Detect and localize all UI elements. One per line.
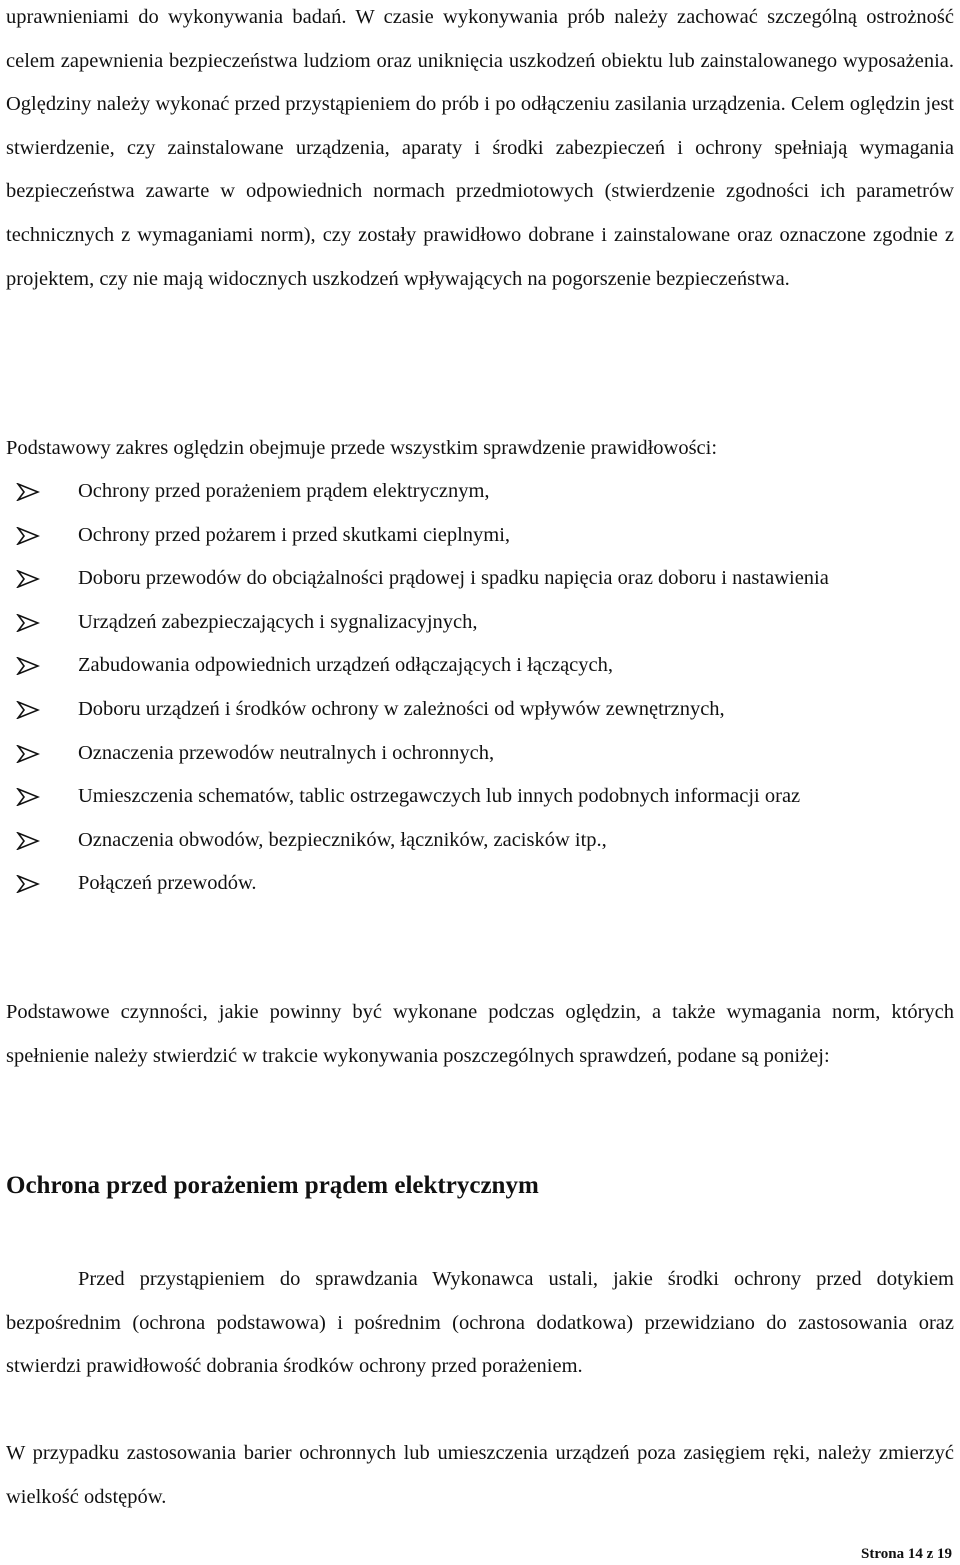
list-item [6, 601, 954, 645]
paragraph-protection-check: Przed przystąpieniem do sprawdzania Wykonawca ustali, jakie środki ochrony przed dotykiem bezpośrednim (ochrona podstawowa) i pośrednim (ochrona dodatkowa) przewidziano do zastosowania oraz stwierdzi prawidłowość dobrania środków ochrony przed porażeniem. [6, 1268, 954, 1378]
list-item-text: Umieszczenia schematów, tablic ostrzegawczych lub innych podobnych informacji oraz [78, 785, 801, 808]
section-heading: Ochrona przed porażeniem prądem elektrycznym [6, 1172, 539, 1199]
list-item-text: Urządzeń zabezpieczających i sygnalizacyjnych, [78, 610, 478, 633]
list-item [6, 819, 954, 863]
inspection-scope-list [6, 470, 954, 906]
arrowhead-bullet-icon [16, 701, 40, 719]
list-item-text: Oznaczenia obwodów, bezpieczników, łączników, zacisków itp., [78, 828, 607, 851]
list-item [6, 775, 954, 819]
arrowhead-bullet-icon [16, 614, 40, 632]
list-item-text: Ochrony przed porażeniem prądem elektrycznym, [78, 480, 490, 502]
list-item [6, 470, 954, 514]
list-item-text: Doboru przewodów do obciążalności prądowej i spadku napięcia oraz doboru i nastawienia [78, 567, 829, 590]
arrowhead-bullet-icon [16, 788, 40, 806]
paragraph-basic-activities: Podstawowe czynności, jakie powinny być wykonane podczas oględzin, a także wymagania norm, których spełnienie należy stwierdzić w trakcie wykonywania poszczególnych sprawdzeń, podane są poniżej: [6, 1001, 954, 1067]
paragraph-intro: uprawnieniami do wykonywania badań. W czasie wykonywania prób należy zachować szczególną ostrożność celem zapewnienia bezpieczeństwa ludziom oraz uniknięcia uszkodzeń obiektu lub zainstalowanego wyposażenia. Oględziny należy wykonać przed przystąpieniem do prób i po odłączeniu zasilania urządzenia. Celem oględzin jest stwierdzenie, czy zainstalowane urządzenia, aparaty i środki zabezpieczeń i ochrony spełniają wymagania bezpieczeństwa zawarte w odpowiednich normach przedmiotowych (stwierdzenie zgodności ich parametrów technicznych z wymaganiami norm), czy zostały prawidłowo dobrane i zainstalowane oraz oznaczone zgodnie z projektem, czy nie mają widocznych uszkodzeń wpływających na pogorszenie bezpieczeństwa. [6, 6, 954, 290]
arrowhead-bullet-icon [16, 657, 40, 675]
paragraph-barriers: W przypadku zastosowania barier ochronnych lub umieszczenia urządzeń poza zasięgiem ręki, należy zmierzyć wielkość odstępów. [6, 1442, 954, 1508]
list-item [6, 862, 954, 906]
page-number: Strona 14 z 19 [861, 1546, 952, 1562]
paragraph-scope: Podstawowy zakres oględzin obejmuje przede wszystkim sprawdzenie prawidłowości: [6, 437, 718, 459]
arrowhead-bullet-icon [16, 832, 40, 850]
list-item [6, 514, 954, 558]
arrowhead-bullet-icon [16, 570, 40, 588]
arrowhead-bullet-icon [16, 875, 40, 893]
arrowhead-bullet-icon [16, 483, 40, 501]
list-item-text: Ochrony przed pożarem i przed skutkami cieplnymi, [78, 523, 511, 546]
list-item-text: Oznaczenia przewodów neutralnych i ochronnych, [78, 741, 495, 764]
list-item-text: Doboru urządzeń i środków ochrony w zależności od wpływów zewnętrznych, [78, 697, 725, 720]
arrowhead-bullet-icon [16, 745, 40, 763]
list-item [6, 732, 954, 776]
list-item [6, 644, 954, 688]
list-item [6, 557, 954, 601]
list-item-text: Połączeń przewodów. [78, 872, 257, 895]
arrowhead-bullet-icon [16, 527, 40, 545]
list-item [6, 688, 954, 732]
list-item-text: Zabudowania odpowiednich urządzeń odłączających i łączących, [78, 654, 614, 677]
